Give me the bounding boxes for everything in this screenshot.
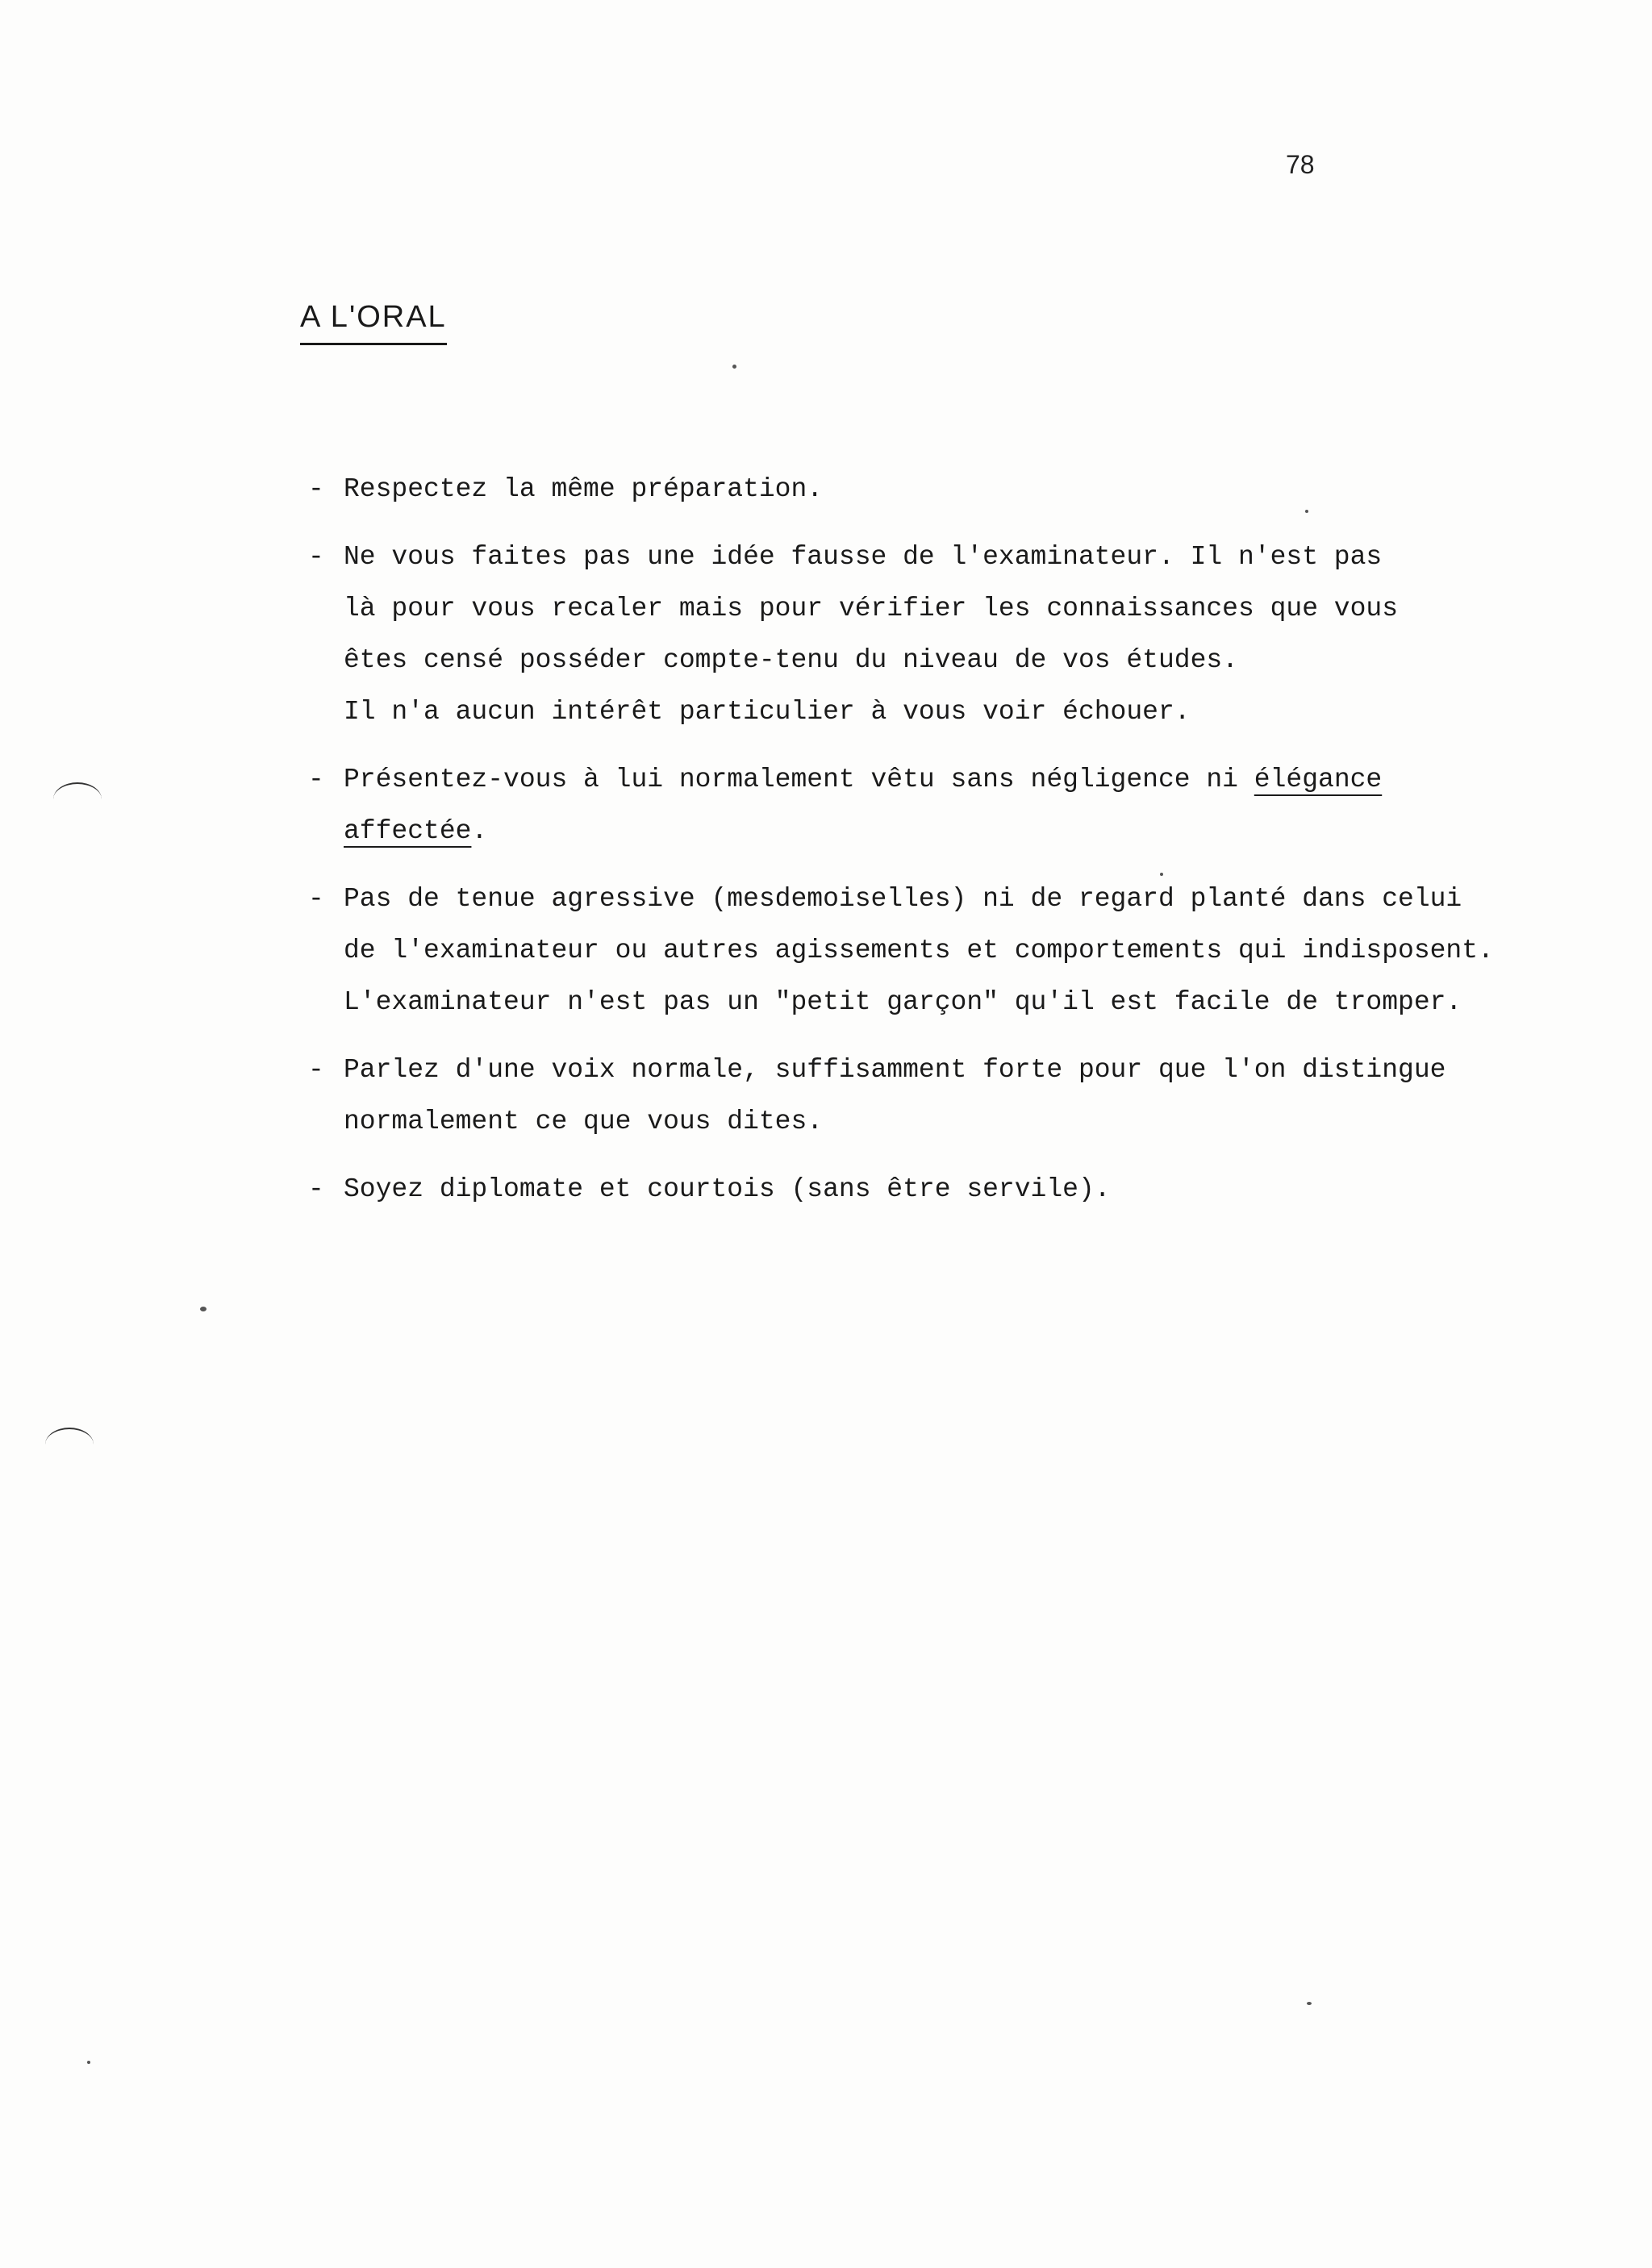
scan-speck	[87, 2061, 90, 2064]
item-line: de l'examinateur ou autres agissements et comportements qui indisposent.	[344, 936, 1494, 965]
item-line: Il n'a aucun intérêt particulier à vous voir échouer.	[344, 697, 1191, 727]
item-line: Parlez d'une voix normale, suffisamment forte pour que l'on distingue	[344, 1055, 1446, 1085]
list-item	[308, 1044, 1591, 1148]
bullet-dash: -	[308, 765, 324, 794]
bullet-dash: -	[308, 884, 324, 914]
bullet-dash: -	[308, 1174, 324, 1204]
bullet-dash: -	[308, 1055, 324, 1085]
underlined-text: élégance	[1254, 765, 1383, 794]
scan-speck	[1307, 2002, 1312, 2005]
scan-speck	[1305, 510, 1308, 513]
page-number: 78	[1286, 150, 1315, 179]
punch-hole-mark	[53, 782, 102, 816]
item-text: .	[471, 816, 488, 846]
list-item	[308, 1164, 1591, 1215]
item-text: Présentez-vous à lui normalement vêtu sans négligence ni	[344, 765, 1254, 794]
item-line	[344, 806, 1591, 857]
bullet-dash: -	[308, 474, 324, 504]
advice-list	[308, 464, 1591, 1232]
scan-speck	[200, 1307, 206, 1311]
punch-hole-mark	[45, 1428, 94, 1461]
item-line: normalement ce que vous dites.	[344, 1107, 824, 1136]
scan-speck	[732, 365, 736, 369]
item-line: Soyez diplomate et courtois (sans être servile).	[344, 1174, 1111, 1204]
item-line: là pour vous recaler mais pour vérifier les connaissances que vous	[344, 594, 1399, 623]
item-line	[344, 754, 1591, 806]
item-line: Pas de tenue agressive (mesdemoiselles) ni de regard planté dans celui	[344, 884, 1462, 914]
section-heading: A L'ORAL	[300, 300, 447, 345]
list-item	[308, 464, 1591, 515]
item-line: Ne vous faites pas une idée fausse de l'examinateur. Il n'est pas	[344, 542, 1383, 572]
item-line: L'examinateur n'est pas un "petit garçon" qu'il est facile de tromper.	[344, 987, 1462, 1017]
item-line: Respectez la même préparation.	[344, 474, 824, 504]
item-line: êtes censé posséder compte-tenu du niveau de vos études.	[344, 645, 1238, 675]
underlined-text: affectée	[344, 816, 472, 846]
list-item	[308, 532, 1591, 738]
list-item	[308, 754, 1591, 857]
scan-speck	[1160, 873, 1163, 876]
bullet-dash: -	[308, 542, 324, 572]
list-item	[308, 873, 1591, 1028]
